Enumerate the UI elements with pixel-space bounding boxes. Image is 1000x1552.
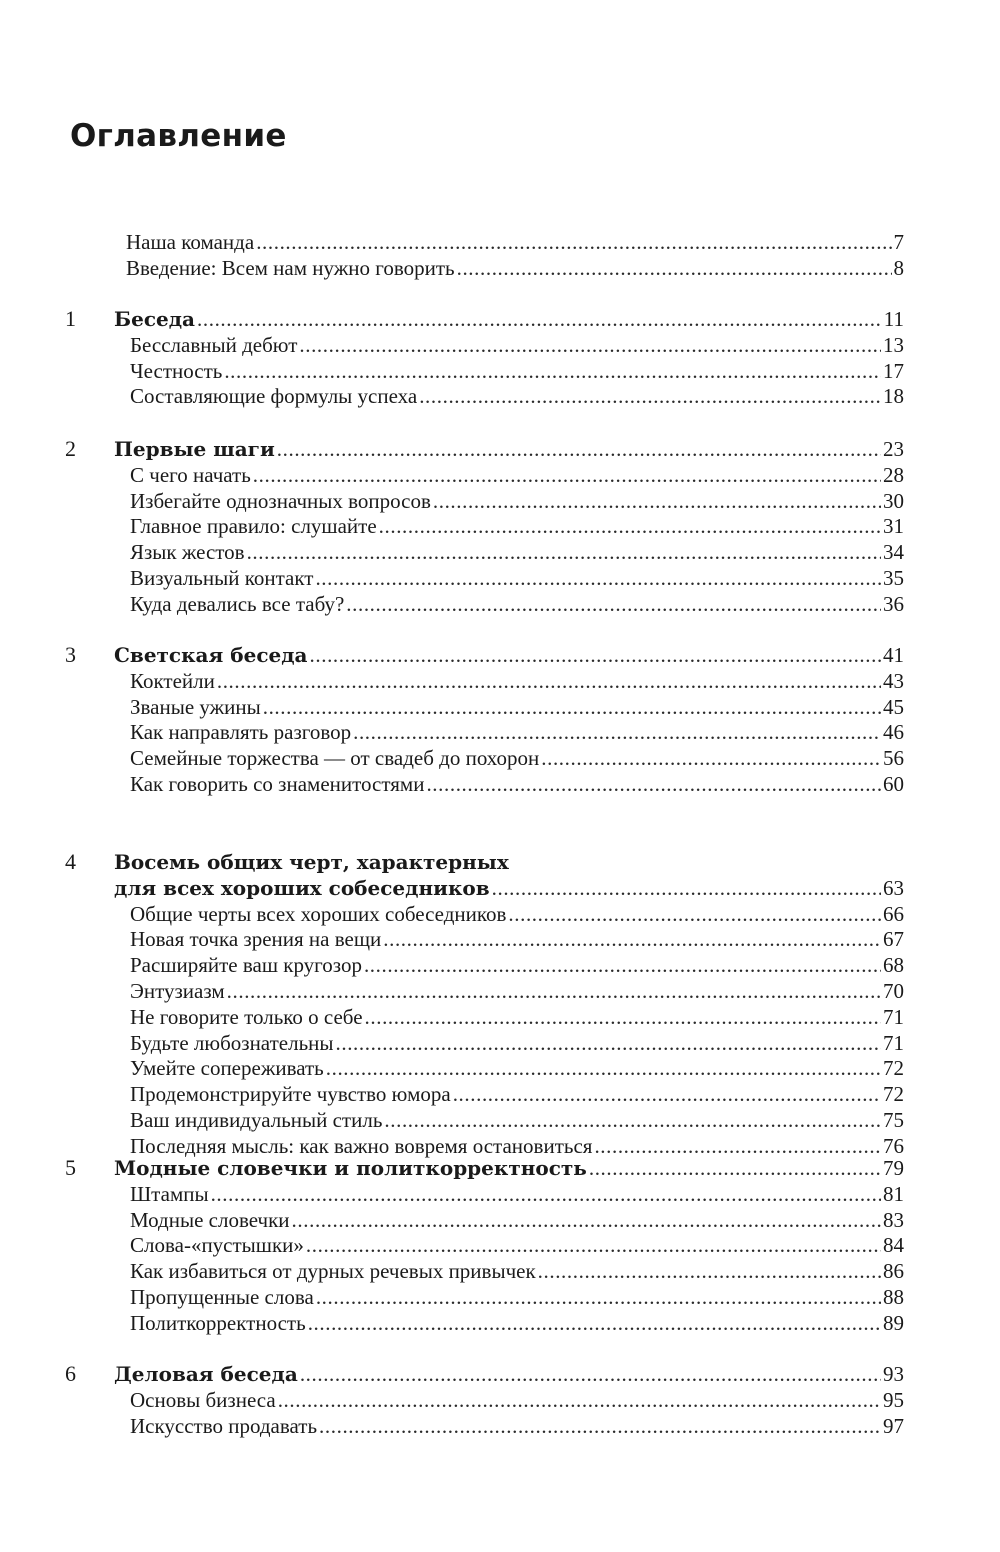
entry-label: Не говорите только о себе bbox=[130, 1004, 363, 1029]
toc-entry[interactable] bbox=[130, 358, 904, 384]
toc-entry[interactable] bbox=[130, 565, 904, 591]
entry-label: Язык жестов bbox=[130, 540, 245, 565]
entry-label: Как говорить со знаменитостями bbox=[130, 772, 425, 796]
page-number: 72 bbox=[883, 1056, 904, 1081]
chapter-number: 5 bbox=[65, 1155, 76, 1180]
dot-leader bbox=[310, 642, 881, 668]
page-number: 45 bbox=[883, 694, 904, 719]
page-number: 79 bbox=[883, 1156, 904, 1180]
page-number: 72 bbox=[883, 1082, 904, 1107]
dot-leader bbox=[247, 539, 881, 565]
toc-entry[interactable] bbox=[130, 462, 904, 488]
toc-entry[interactable] bbox=[126, 229, 904, 255]
toc-entry[interactable] bbox=[130, 591, 904, 617]
dot-leader bbox=[300, 1361, 881, 1387]
page-number: 86 bbox=[883, 1259, 904, 1284]
entry-label: Главное правило: слушайте bbox=[130, 514, 377, 539]
entry-label: Основы бизнеса bbox=[130, 1387, 276, 1412]
toc-entry[interactable] bbox=[130, 745, 904, 771]
chapter-title: Первые шаги bbox=[114, 437, 275, 461]
toc-entry[interactable] bbox=[130, 1004, 904, 1030]
page-number: 46 bbox=[883, 720, 904, 745]
page-number: 41 bbox=[883, 643, 904, 667]
page-number: 23 bbox=[883, 437, 904, 461]
dot-leader bbox=[384, 1107, 881, 1133]
dot-leader bbox=[227, 978, 881, 1004]
dot-leader bbox=[197, 306, 882, 332]
chapter-entry[interactable] bbox=[114, 642, 904, 668]
entry-label: Куда девались все табу? bbox=[130, 591, 345, 616]
toc-entry[interactable] bbox=[130, 694, 904, 720]
toc-entry[interactable] bbox=[130, 1284, 904, 1310]
toc-entry[interactable] bbox=[130, 1030, 904, 1056]
entry-label: Общие черты всех хороших собеседников bbox=[130, 901, 507, 926]
dot-leader bbox=[365, 1004, 881, 1030]
page-number: 28 bbox=[883, 462, 904, 487]
entry-label: Бесславный дебют bbox=[130, 332, 298, 357]
page-number: 34 bbox=[883, 540, 904, 565]
page-number: 88 bbox=[883, 1285, 904, 1309]
chapter-title: Беседа bbox=[114, 307, 196, 331]
entry-label: Искусство продавать bbox=[130, 1413, 318, 1438]
toc-entry[interactable] bbox=[130, 952, 904, 978]
page-number: 71 bbox=[883, 1030, 904, 1055]
toc-entry[interactable] bbox=[130, 901, 904, 927]
toc-entry[interactable] bbox=[130, 1181, 904, 1207]
dot-leader bbox=[224, 358, 881, 384]
entry-label: Как направлять разговор bbox=[130, 720, 352, 745]
page-number: 63 bbox=[883, 875, 904, 900]
dot-leader bbox=[292, 1207, 881, 1233]
toc-entry[interactable] bbox=[130, 926, 904, 952]
toc-entry[interactable] bbox=[130, 771, 904, 797]
dot-leader bbox=[217, 668, 881, 694]
entry-label: Визуальный контакт bbox=[130, 566, 314, 590]
dot-leader bbox=[433, 488, 881, 514]
chapter-number: 2 bbox=[65, 436, 76, 461]
entry-label: Энтузиазм bbox=[130, 979, 225, 1003]
chapter-entry[interactable] bbox=[114, 1155, 904, 1181]
dot-leader bbox=[253, 462, 881, 488]
page-number: 11 bbox=[883, 307, 904, 331]
page-number: 8 bbox=[893, 255, 904, 280]
dot-leader bbox=[364, 952, 881, 978]
dot-leader bbox=[346, 591, 881, 617]
dot-leader bbox=[589, 1155, 881, 1181]
entry-label: Наша команда bbox=[126, 230, 255, 254]
entry-label: Штампы bbox=[130, 1181, 209, 1206]
toc-entry[interactable] bbox=[130, 1232, 904, 1258]
dot-leader bbox=[457, 255, 892, 281]
page-number: 89 bbox=[883, 1310, 904, 1335]
dot-leader bbox=[308, 1310, 881, 1336]
chapter-entry[interactable] bbox=[114, 306, 904, 332]
entry-label: Введение: Всем нам нужно говорить bbox=[126, 255, 455, 280]
dot-leader bbox=[538, 1258, 881, 1284]
toc-entry[interactable] bbox=[130, 332, 904, 358]
page-number: 36 bbox=[883, 591, 904, 616]
chapter-number: 6 bbox=[65, 1361, 76, 1386]
toc-entry[interactable] bbox=[130, 1310, 904, 1336]
entry-label: Последняя мысль: как важно вовремя остановиться bbox=[130, 1133, 593, 1158]
toc-entry[interactable] bbox=[130, 1258, 904, 1284]
entry-label: Семейные торжества — от свадеб до похорон bbox=[130, 746, 540, 771]
page-number: 84 bbox=[883, 1233, 904, 1258]
dot-leader bbox=[379, 513, 881, 539]
dot-leader bbox=[299, 332, 881, 358]
chapter-entry[interactable] bbox=[114, 875, 904, 901]
page-number: 76 bbox=[883, 1133, 904, 1158]
entry-label: Составляющие формулы успеха bbox=[130, 384, 418, 409]
page-title: Оглавление bbox=[70, 118, 287, 154]
dot-leader bbox=[453, 1081, 881, 1107]
dot-leader bbox=[419, 383, 881, 409]
page-number: 95 bbox=[883, 1387, 904, 1412]
toc-entry[interactable] bbox=[130, 488, 904, 514]
entry-label: Как избавиться от дурных речевых привычек bbox=[130, 1259, 536, 1284]
toc-entry[interactable] bbox=[130, 1387, 904, 1413]
page-number: 17 bbox=[883, 358, 904, 383]
dot-leader bbox=[326, 1055, 881, 1081]
page-number: 75 bbox=[883, 1108, 904, 1132]
dot-leader bbox=[277, 436, 881, 462]
toc-entry[interactable] bbox=[130, 1413, 904, 1439]
page-number: 67 bbox=[883, 927, 904, 952]
page-number: 56 bbox=[883, 746, 904, 771]
page-number: 35 bbox=[883, 566, 904, 590]
chapter-number: 1 bbox=[65, 306, 76, 331]
toc-entry[interactable] bbox=[130, 1207, 904, 1233]
dot-leader bbox=[336, 1030, 882, 1056]
entry-label: Ваш индивидуальный стиль bbox=[130, 1108, 383, 1132]
page-number: 83 bbox=[883, 1207, 904, 1232]
page-number: 93 bbox=[883, 1362, 904, 1386]
page-number: 18 bbox=[883, 384, 904, 409]
dot-leader bbox=[541, 745, 881, 771]
page-number: 68 bbox=[883, 953, 904, 978]
entry-label: Умейте сопереживать bbox=[130, 1056, 324, 1081]
entry-label: Модные словечки bbox=[130, 1207, 290, 1232]
toc-entry[interactable] bbox=[130, 513, 904, 539]
chapter-number: 3 bbox=[65, 642, 76, 667]
chapter-title: для всех хороших собеседников bbox=[114, 875, 490, 900]
chapter-entry[interactable] bbox=[114, 1361, 904, 1387]
page-number: 31 bbox=[883, 514, 904, 539]
toc-entry[interactable] bbox=[126, 255, 904, 281]
toc-entry[interactable] bbox=[130, 1107, 904, 1133]
entry-label: Честность bbox=[130, 358, 223, 383]
page-number: 7 bbox=[893, 230, 904, 254]
dot-leader bbox=[426, 771, 881, 797]
toc-entry[interactable] bbox=[130, 383, 904, 409]
toc-entry[interactable] bbox=[130, 1081, 904, 1107]
page-number: 97 bbox=[883, 1413, 904, 1438]
entry-label: Слова-«пустышки» bbox=[130, 1233, 304, 1258]
dot-leader bbox=[316, 1284, 881, 1310]
entry-label: Расширяйте ваш кругозор bbox=[130, 953, 362, 978]
entry-label: С чего начать bbox=[130, 462, 251, 487]
dot-leader bbox=[353, 719, 881, 745]
dot-leader bbox=[256, 229, 891, 255]
chapter-title: Деловая беседа bbox=[114, 1362, 298, 1386]
page-number: 43 bbox=[883, 668, 904, 693]
dot-leader bbox=[211, 1181, 881, 1207]
page-number: 70 bbox=[883, 979, 904, 1003]
entry-label: Званые ужины bbox=[130, 694, 261, 719]
dot-leader bbox=[319, 1413, 881, 1439]
entry-label: Политкорректность bbox=[130, 1310, 306, 1335]
entry-label: Будьте любознательны bbox=[130, 1030, 334, 1055]
toc-entry[interactable] bbox=[130, 978, 904, 1004]
dot-leader bbox=[306, 1232, 881, 1258]
dot-leader bbox=[508, 901, 881, 927]
dot-leader bbox=[315, 565, 881, 591]
chapter-number: 4 bbox=[65, 849, 76, 874]
page-number: 13 bbox=[883, 332, 904, 357]
chapter-title: Светская беседа bbox=[114, 643, 308, 667]
dot-leader bbox=[383, 926, 881, 952]
toc-entry[interactable] bbox=[130, 719, 904, 745]
page-number: 81 bbox=[883, 1181, 904, 1206]
chapter-title-line1: Восемь общих черт, характерных bbox=[114, 850, 509, 874]
page-number: 30 bbox=[883, 488, 904, 513]
page-number: 60 bbox=[883, 772, 904, 796]
toc-entry[interactable] bbox=[130, 668, 904, 694]
entry-label: Избегайте однозначных вопросов bbox=[130, 488, 431, 513]
chapter-title: Модные словечки и политкорректность bbox=[114, 1156, 587, 1180]
entry-label: Пропущенные слова bbox=[130, 1285, 314, 1309]
toc-entry[interactable] bbox=[130, 1055, 904, 1081]
dot-leader bbox=[278, 1387, 881, 1413]
entry-label: Продемонстрируйте чувство юмора bbox=[130, 1082, 451, 1107]
dot-leader bbox=[263, 694, 881, 720]
entry-label: Коктейли bbox=[130, 668, 215, 693]
chapter-entry[interactable] bbox=[114, 436, 904, 462]
dot-leader bbox=[492, 875, 881, 901]
page-number: 71 bbox=[883, 1004, 904, 1029]
page-number: 66 bbox=[883, 901, 904, 926]
entry-label: Новая точка зрения на вещи bbox=[130, 927, 382, 952]
toc-entry[interactable] bbox=[130, 539, 904, 565]
